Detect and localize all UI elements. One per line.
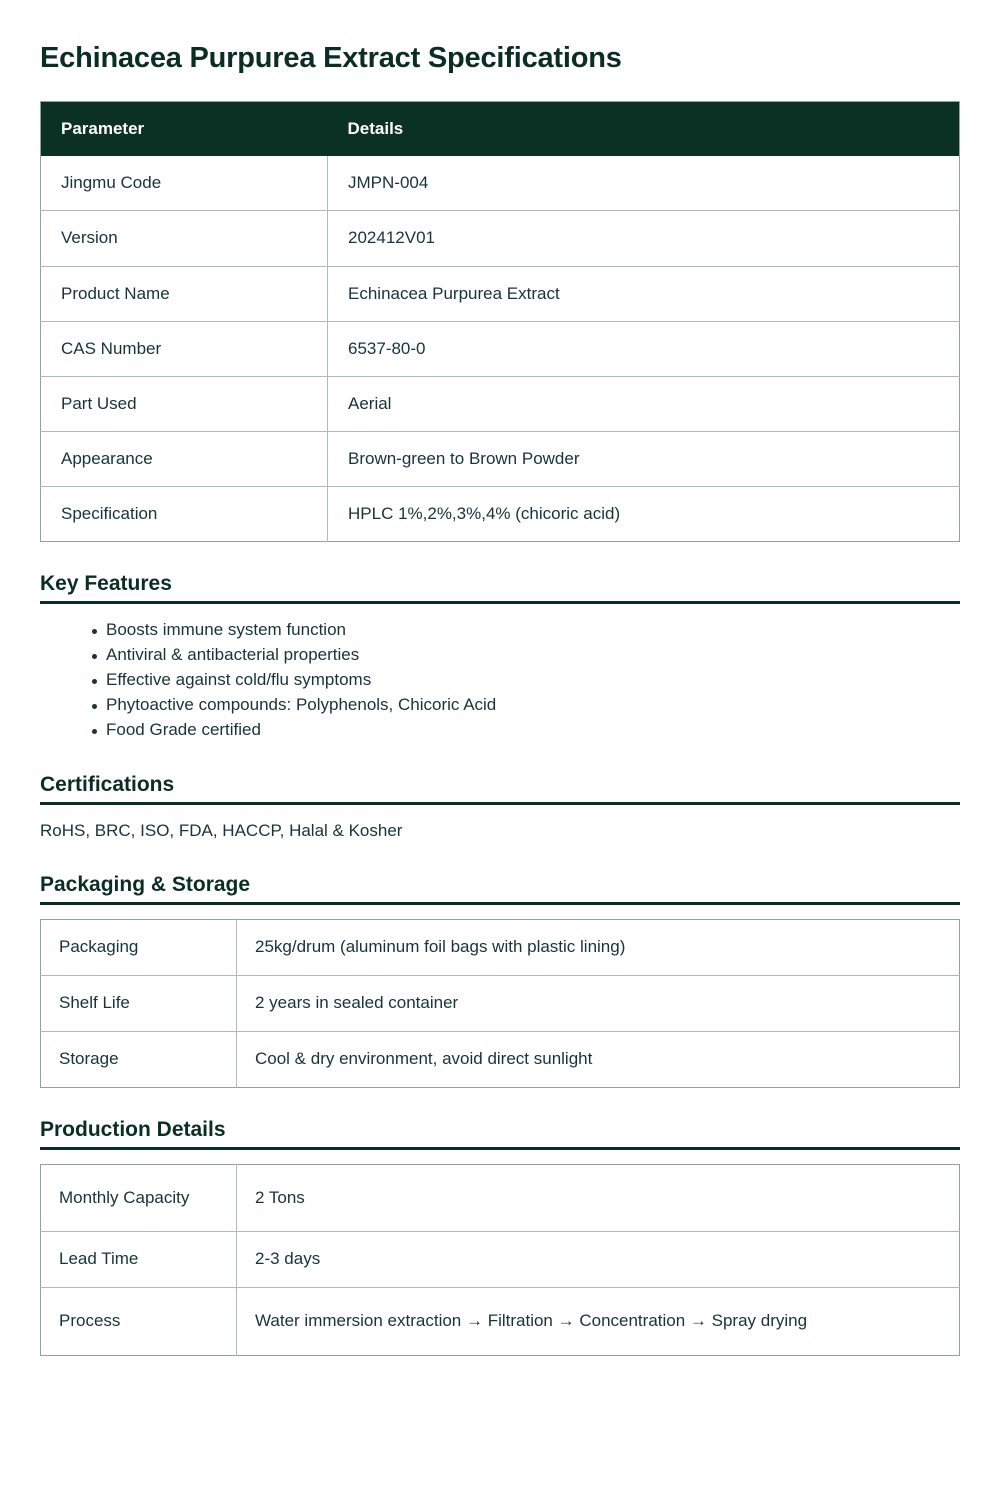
- specifications-table-body: [41, 156, 960, 541]
- cell-details: HPLC 1%,2%,3%,4% (chicoric acid): [328, 486, 960, 541]
- production-details-section: [40, 1118, 960, 1357]
- certifications-text: RoHS, BRC, ISO, FDA, HACCP, Halal & Kosher: [40, 820, 403, 840]
- section-heading-production-details: Production Details: [40, 1118, 960, 1150]
- cell-value: Cool & dry environment, avoid direct sunlight: [237, 1031, 960, 1087]
- table-row: [41, 975, 960, 1031]
- table-row: [41, 376, 960, 431]
- cell-parameter: Product Name: [41, 266, 328, 321]
- cell-key: Process: [41, 1288, 237, 1356]
- cell-parameter: Specification: [41, 486, 328, 541]
- packaging-storage-table: [40, 919, 960, 1088]
- table-row: [41, 211, 960, 266]
- specifications-table-head: [41, 102, 960, 157]
- cell-details: Echinacea Purpurea Extract: [328, 266, 960, 321]
- production-details-table: [40, 1164, 960, 1357]
- cell-details: JMPN-004: [348, 173, 429, 193]
- cell-value: 2-3 days: [237, 1232, 960, 1288]
- list-item: Food Grade certified: [92, 718, 960, 743]
- cell-parameter: Appearance: [41, 431, 328, 486]
- cell-key: Shelf Life: [41, 975, 237, 1031]
- table-row: [41, 321, 960, 376]
- cell-value: 2 years in sealed container: [237, 975, 960, 1031]
- section-heading-certifications: Certifications: [40, 773, 960, 805]
- packaging-storage-table-body: [41, 919, 960, 1087]
- table-row: [41, 431, 960, 486]
- certifications-section: [40, 773, 960, 843]
- table-row: [41, 919, 960, 975]
- production-details-table-body: [41, 1164, 960, 1356]
- table-header-row: [41, 102, 960, 157]
- cell-details: 6537-80-0: [328, 321, 960, 376]
- table-row: [41, 156, 960, 211]
- cell-parameter: Part Used: [41, 376, 328, 431]
- table-row: [41, 1164, 960, 1232]
- cell-value: 2 Tons: [255, 1187, 305, 1207]
- cell-key: Lead Time: [41, 1232, 237, 1288]
- list-item: Phytoactive compounds: Polyphenols, Chicoric Acid: [92, 693, 960, 718]
- cell-details: 202412V01: [328, 211, 960, 266]
- table-row: [41, 1232, 960, 1288]
- column-header-parameter: Parameter: [41, 102, 328, 157]
- cell-parameter: CAS Number: [41, 321, 328, 376]
- cell-value: Water immersion extraction → Filtration → Concentration → Spray drying: [237, 1288, 960, 1356]
- cell-details: Brown-green to Brown Powder: [328, 431, 960, 486]
- column-header-details: Details: [328, 102, 960, 157]
- cell-key: Packaging: [41, 919, 237, 975]
- list-item: Antiviral & antibacterial properties: [92, 643, 960, 668]
- table-row: [41, 266, 960, 321]
- key-features-list: [40, 618, 960, 743]
- packaging-storage-section: [40, 873, 960, 1088]
- table-row: [41, 486, 960, 541]
- key-features-section: [40, 572, 960, 743]
- section-heading-packaging-storage: Packaging & Storage: [40, 873, 960, 905]
- cell-key: Monthly Capacity: [41, 1164, 237, 1232]
- page-title: Echinacea Purpurea Extract Specifications: [40, 42, 622, 74]
- table-row: [41, 1031, 960, 1087]
- cell-key: Storage: [41, 1031, 237, 1087]
- cell-parameter: Version: [41, 211, 328, 266]
- table-row: [41, 1288, 960, 1356]
- cell-value: 25kg/drum (aluminum foil bags with plastic lining): [255, 936, 626, 956]
- section-heading-key-features: Key Features: [40, 572, 960, 604]
- specifications-table: [40, 101, 960, 542]
- cell-details: Aerial: [328, 376, 960, 431]
- cell-parameter: Jingmu Code: [41, 156, 328, 211]
- list-item: Effective against cold/flu symptoms: [92, 668, 960, 693]
- list-item: Boosts immune system function: [92, 618, 960, 643]
